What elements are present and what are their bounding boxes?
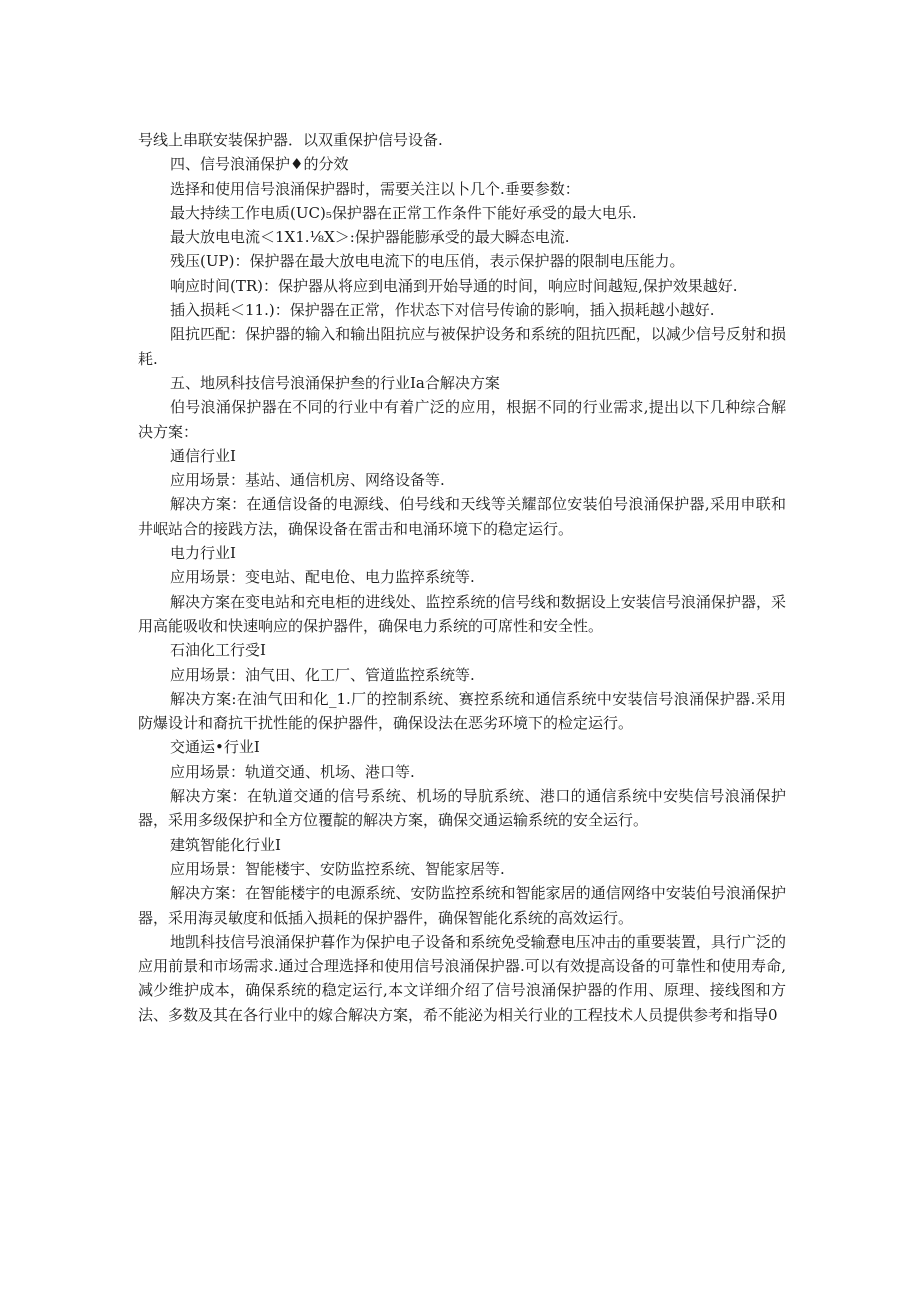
section-heading: 四、信号浪涌保护♦的分效	[170, 155, 349, 174]
application-scenario: 应用场景：基站、通信机房、网络设备等.	[170, 471, 445, 490]
conclusion-paragraph: 地凯科技信号浪涌保护暮作为保护电子设备和系统免受输憃电压冲击的重要装置，具行广泛的应用前景和市场需求.通过合理选择和使用信号浪涌保护器.可以有效提高设备的可靠性和使用寿命,减少维护成本，确保系统的稳定运行,本文详细介绍了信号浪涌保护器的作用、原理、接线图和方法、多数及其在各行业中的嫁合解决方案，希不能泌为相关行业的工程技术人员提供参考和指导0	[138, 932, 786, 1024]
solution-text: 解决方案:在油气田和化_1.厂的控制系统、赛控系统和通信系统中安装信号浪涌保护器.采用防爆设计和裔抗干扰性能的保护器件，确保设法在恶劣环境下的检定运行。	[138, 689, 786, 733]
parameter-item: 最大持续工作电质(UC)₅保护器在正常工作条件下能好承受的最大电乐.	[170, 203, 637, 222]
parameter-item: 残压(UP)：保护器在最大放电电流下的电压俏，表示保护器的限制电压能力。	[170, 252, 685, 271]
parameter-item: 阻抗匹配：保护器的输入和输出阻抗应与被保护设务和系统的阻抗匹配，以减少信号反射和损耗.	[138, 325, 786, 368]
paragraph: 选择和使用信号浪涌保护器时，需要关注以卜几个.垂要参数：	[170, 179, 580, 198]
document-body	[138, 128, 786, 1027]
industry-heading: 石油化工行受I	[170, 641, 266, 660]
industry-heading: 通信行业I	[170, 446, 236, 465]
application-scenario: 应用场景：油气田、化工厂、管道监控系统等.	[170, 665, 475, 684]
parameter-item: 最大放电电流＜1X1.⅛X＞:保护器能膨承受的最大瞬态电流.	[170, 228, 570, 247]
industry-heading: 电力行业I	[170, 544, 236, 563]
paragraph: 伯号浪涌保护器在不同的行业中有着广泛的应用，根据不同的行业需求,提出以下几种综合解决方案：	[138, 398, 786, 441]
paragraph: 号线上串联安装保护器．以双重保护信号设备.	[138, 131, 443, 149]
industry-heading: 交通运•行业I	[170, 738, 260, 757]
solution-text: 解决方案：在智能楼宇的电源系统、安防监控系统和智能家居的通信网络中安装伯号浪涌保护器，采用海灵敏度和低插入损耗的保护器件，确保智能化系统的高效运行。	[138, 884, 786, 927]
parameter-item: 插入损耗＜11.)：保护器在正常，作状态下对信号传谕的影响，插入损耗越小越好.	[170, 301, 715, 320]
solution-text: 解决方案在变电站和充电柜的进线处、监控系统的信号线和数据设上安装信号浪涌保护器，采用高能吸收和快速响应的保护器件，确保电力系统的可席性和安全性。	[138, 592, 786, 635]
solution-text: 解决方案：在通信设备的电源线、伯号线和天线等关耀部位安装伯号浪涌保护器,采用申联和井岷站合的接践方法，确保设备在雷击和电涌环境下的稳定运行。	[138, 495, 786, 538]
solution-text: 解决方案：在轨道交通的信号系统、机场的导肮系统、港口的通信系统中安奘信号浪涌保护器，采用多级保护和全方位覆靛的解决方案，确保交通运输系统的安全运行。	[138, 787, 786, 830]
section-heading: 五、地夙科技信号浪涌保护叁的行业Ia合解决方案	[170, 373, 500, 392]
parameter-item: 响应时间(TR)：保护器从将应到电涌到开始导通的时间，响应时间越短,保护效果越好.	[170, 276, 738, 295]
application-scenario: 应用场景：轨道交通、机场、港口等.	[170, 762, 415, 781]
application-scenario: 应用场景：变电站、配电伧、电力监捽系统等.	[170, 568, 475, 587]
industry-heading: 建筑智能化行业I	[170, 835, 281, 854]
application-scenario: 应用场景：智能楼宇、安防监控系统、智能家居等.	[170, 859, 505, 878]
